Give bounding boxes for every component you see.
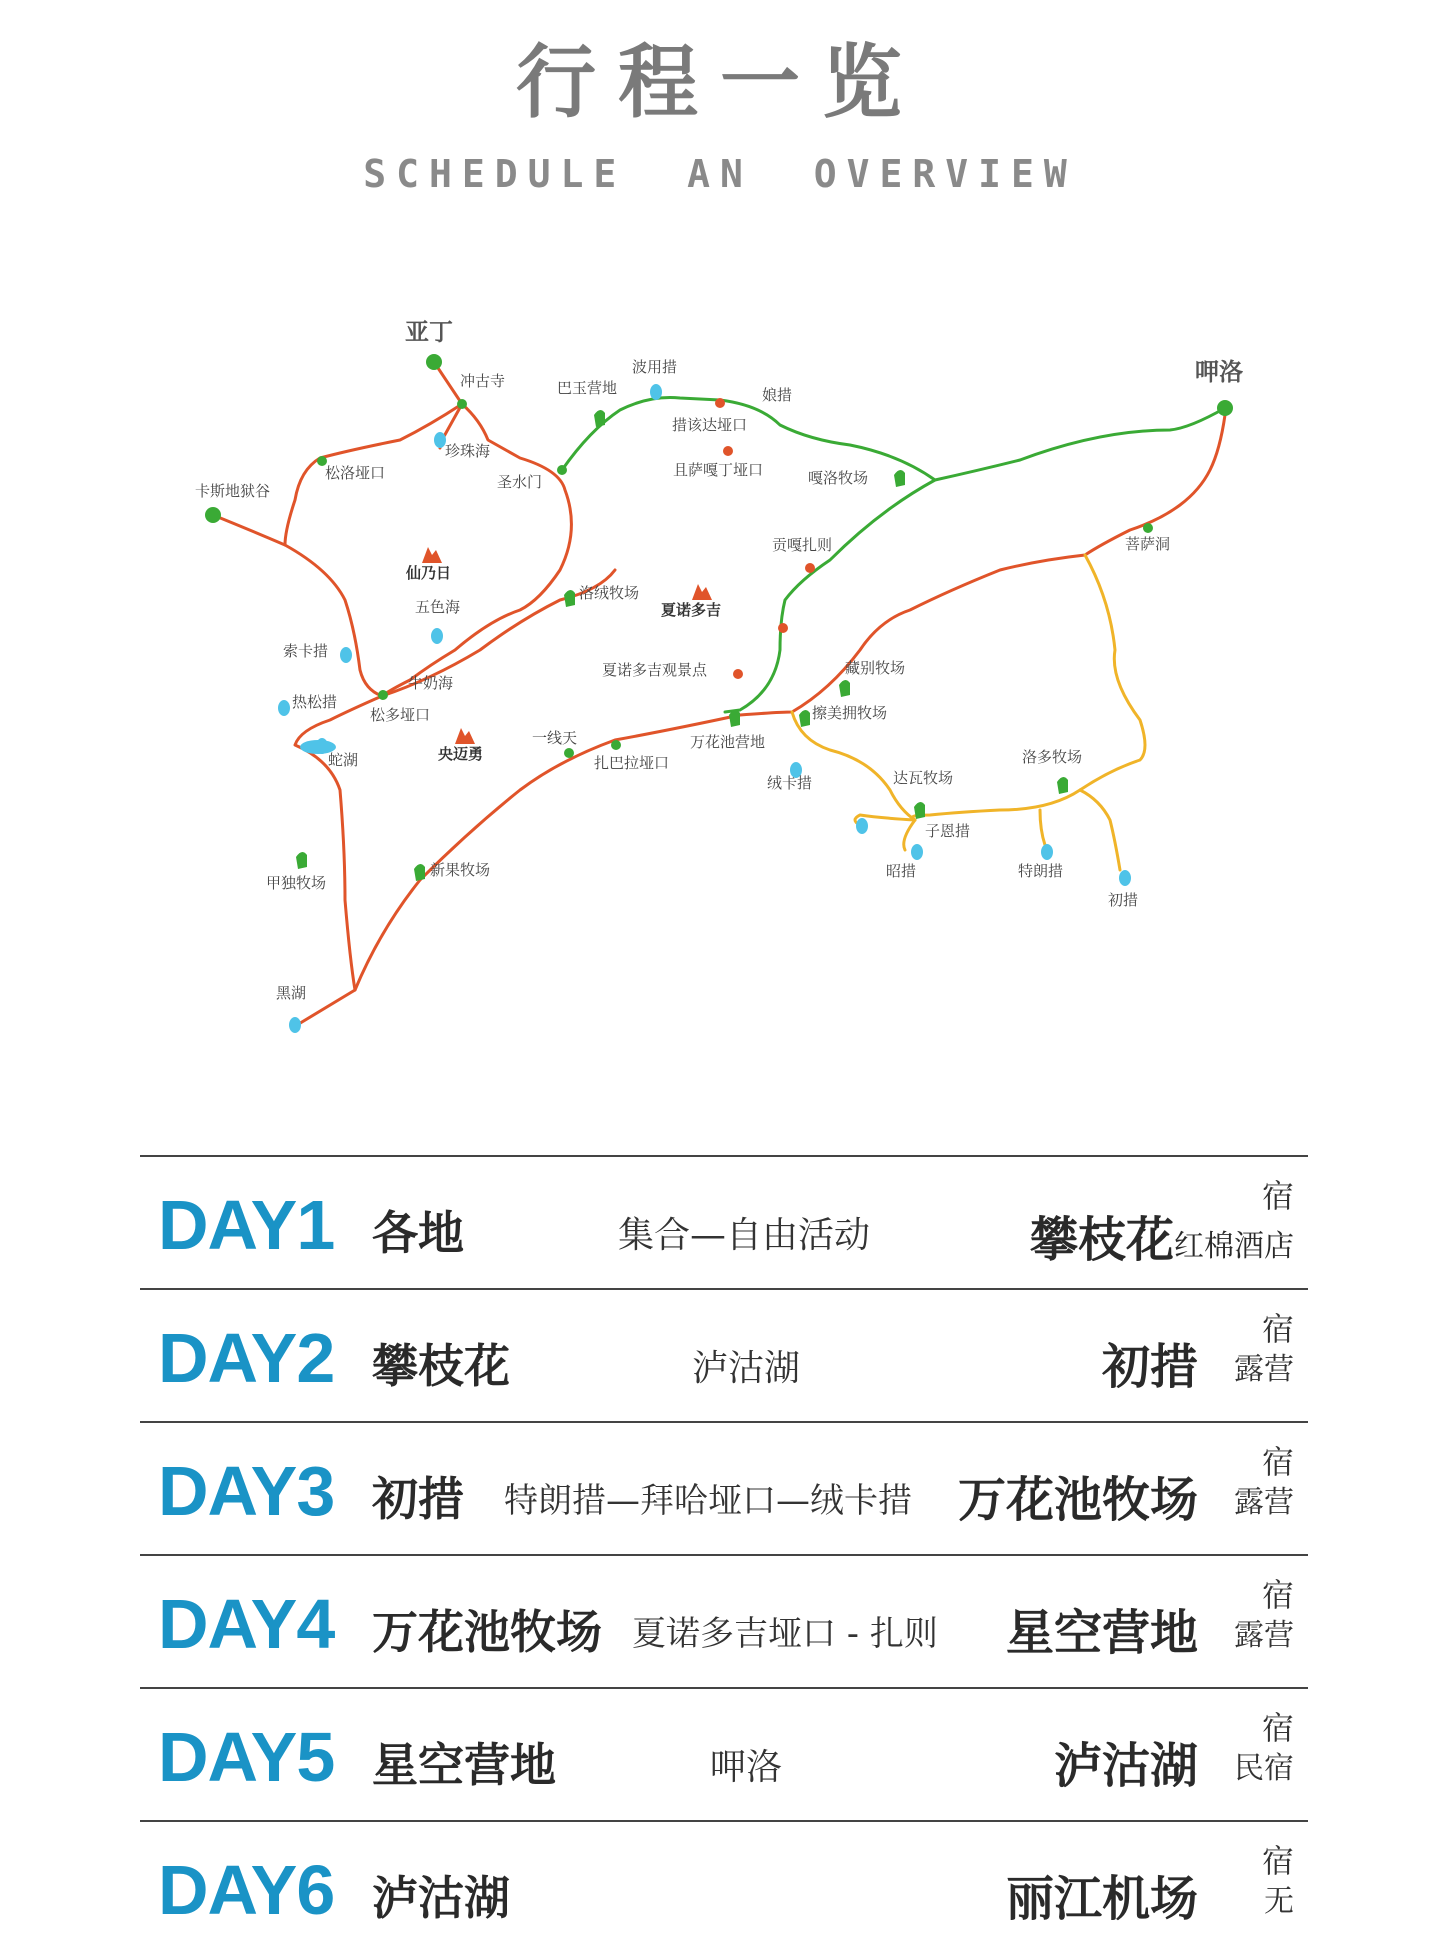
map-label-qiesagadingyakou: 且萨嘎丁垭口 <box>673 461 764 479</box>
map-label-niangcuo: 娘措 <box>762 386 793 404</box>
pasture-icon-1 <box>894 470 905 487</box>
route-green-north <box>562 398 1225 481</box>
map-label-gonggazhaze: 贡嘎扎则 <box>772 536 833 554</box>
map-label-chonggusi: 冲古寺 <box>460 372 506 390</box>
lake-icon-4 <box>278 700 290 716</box>
mountain-icon-1 <box>692 584 712 600</box>
pasture-icon-9 <box>414 864 425 881</box>
schedule-row-day2 <box>140 1288 1308 1421</box>
stay-label: 宿 <box>1261 1709 1294 1747</box>
day-destination: 万花池牧场 <box>957 1472 1198 1528</box>
stay-type: 民宿 <box>1234 1751 1294 1786</box>
stay-label: 宿 <box>1261 1576 1294 1614</box>
waypoint-dot-5 <box>611 740 621 750</box>
day-route: 呷洛 <box>710 1747 783 1788</box>
page-title: 行程一览 <box>516 36 924 129</box>
day-destination: 星空营地 <box>1005 1605 1198 1661</box>
map-label-hulo: 呷洛 <box>1195 358 1243 386</box>
map-label-zhabalayakou: 扎巴拉垭口 <box>594 754 670 772</box>
day-label: DAY5 <box>158 1718 335 1796</box>
map-label-yading: 亚丁 <box>405 318 453 346</box>
stay-label: 宿 <box>1261 1842 1294 1880</box>
pass-dot-4 <box>733 669 743 679</box>
pass-dot-2 <box>805 563 815 573</box>
route-yellow-south-2 <box>1080 790 1120 870</box>
day-destination <box>1030 1201 1294 1270</box>
stay-label: 宿 <box>1261 1443 1294 1481</box>
map-label-camei: 擦美拥牧场 <box>812 704 888 722</box>
map-label-luoduomuchang: 洛多牧场 <box>1022 748 1083 766</box>
lake-icon-7 <box>911 844 923 860</box>
route-orange-yading-chonggu <box>382 362 571 696</box>
map-label-zhenzhuhai: 珍珠海 <box>445 442 491 460</box>
map-label-xianuoduojiguanjing: 夏诺多吉观景点 <box>602 661 708 679</box>
map-label-jiadumuchang: 甲独牧场 <box>266 874 327 892</box>
mountain-icon-2 <box>455 728 475 744</box>
day-label: DAY2 <box>158 1319 335 1397</box>
day-label: DAY6 <box>158 1851 335 1929</box>
page-subtitle: SCHEDULE AN OVERVIEW <box>363 152 1077 196</box>
route-green-south <box>725 480 935 712</box>
day-label: DAY3 <box>158 1452 335 1530</box>
pasture-icon-8 <box>296 852 307 869</box>
pasture-icon-3 <box>839 680 850 697</box>
day-destination: 初措 <box>1101 1339 1198 1395</box>
stay-type: 露营 <box>1234 1352 1294 1387</box>
map-label-yixiantian: 一线天 <box>532 729 578 747</box>
destination-name: 攀枝花 <box>1029 1212 1174 1268</box>
stay-label: 宿 <box>1261 1177 1294 1215</box>
day-origin: 各地 <box>372 1206 464 1260</box>
map-label-heihu: 黑湖 <box>276 984 307 1002</box>
pasture-icon-2 <box>564 590 575 607</box>
stay-type: 露营 <box>1234 1485 1294 1520</box>
schedule-row-day6 <box>140 1820 1308 1953</box>
map-label-xinguomuchang: 新果牧场 <box>430 861 491 879</box>
pasture-icon-0 <box>594 410 605 427</box>
schedule-row-day3 <box>140 1421 1308 1554</box>
endpoint-hulo-marker <box>1217 400 1233 416</box>
map-label-dawamuchang: 达瓦牧场 <box>893 769 954 787</box>
schedule-row-day1 <box>140 1155 1308 1288</box>
day-origin: 攀枝花 <box>372 1339 510 1393</box>
day-route: 集合—自由活动 <box>618 1215 871 1256</box>
route-orange-wide <box>355 415 1225 990</box>
schedule-row-day4 <box>140 1554 1308 1687</box>
lake-icon-3 <box>340 647 352 663</box>
lake-icon-10 <box>289 1017 301 1033</box>
map-label-boyongcuo: 波用措 <box>632 358 678 376</box>
day-label: DAY4 <box>158 1585 335 1663</box>
stay-type: 露营 <box>1234 1618 1294 1653</box>
map-label-kasidi: 卡斯地狱谷 <box>195 482 271 500</box>
map-label-pusadong: 菩萨洞 <box>1125 535 1171 553</box>
day-route: 泸沽湖 <box>692 1348 801 1389</box>
map-label-songluoyakou: 松洛垭口 <box>325 464 386 482</box>
map-label-bayuyingdi: 巴玉营地 <box>557 379 618 397</box>
map-label-telangcuo: 特朗措 <box>1018 862 1064 880</box>
waypoint-dot-0 <box>457 399 467 409</box>
pasture-icon-6 <box>914 802 925 819</box>
stay-label: 宿 <box>1261 1310 1294 1348</box>
day-destination: 泸沽湖 <box>1053 1738 1198 1794</box>
map-label-shengshuimen: 圣水门 <box>497 473 543 491</box>
pass-dot-3 <box>778 623 788 633</box>
map-label-ziencuo: 子恩措 <box>925 822 971 840</box>
pasture-icon-7 <box>1057 777 1068 794</box>
stay-type: 无 <box>1264 1884 1294 1919</box>
map-label-cuogaidayakou: 措该达垭口 <box>672 416 748 434</box>
map-label-resongcuo: 热松措 <box>292 693 338 711</box>
map-label-galuomuchang: 嘎洛牧场 <box>808 469 869 487</box>
day-route: 特朗措—拜哈垭口—绒卡措 <box>504 1481 912 1521</box>
lake-icon-0 <box>650 384 662 400</box>
route-orange-kasidi <box>213 515 285 545</box>
map-label-xianuoduoji: 夏诺多吉 <box>661 601 722 619</box>
map-label-wusehai: 五色海 <box>415 598 461 616</box>
schedule-row-day5 <box>140 1687 1308 1820</box>
map-label-shehu: 蛇湖 <box>328 751 359 769</box>
endpoint-kasidi-marker <box>205 507 221 523</box>
day-origin: 泸沽湖 <box>372 1871 510 1925</box>
lake-icon-2 <box>431 628 443 644</box>
destination-hotel: 红棉酒店 <box>1174 1229 1294 1264</box>
pasture-icon-4 <box>799 710 810 727</box>
map-label-zangbiemuchang: 藏别牧场 <box>845 659 906 677</box>
waypoint-dot-6 <box>1143 523 1153 533</box>
map-label-suokacuo: 索卡措 <box>283 642 329 660</box>
schedule-table <box>140 1155 1308 1953</box>
map-label-zhaocuo: 昭措 <box>886 862 917 880</box>
pass-dot-1 <box>723 446 733 456</box>
day-origin: 初措 <box>372 1472 464 1526</box>
map-label-songduoyakou: 松多垭口 <box>370 706 431 724</box>
map-label-yangmaiyong: 央迈勇 <box>438 745 484 763</box>
waypoint-dot-3 <box>378 690 388 700</box>
day-label: DAY1 <box>158 1186 335 1264</box>
route-yellow-south-1 <box>1040 810 1045 845</box>
lake-icon-9 <box>1119 870 1131 886</box>
waypoint-dot-4 <box>564 748 574 758</box>
map-label-xiannairi: 仙乃日 <box>406 564 452 582</box>
mountain-icon-0 <box>422 547 442 563</box>
endpoint-yading-marker <box>426 354 442 370</box>
waypoint-dot-2 <box>557 465 567 475</box>
pass-dot-0 <box>715 398 725 408</box>
day-destination: 丽江机场 <box>1005 1871 1198 1927</box>
day-origin: 星空营地 <box>372 1738 556 1792</box>
map-label-luorongmuchang: 洛绒牧场 <box>579 584 640 602</box>
map-label-chucuo: 初措 <box>1108 891 1139 909</box>
day-origin: 万花池牧场 <box>372 1605 602 1659</box>
lake-icon-8 <box>1041 844 1053 860</box>
map-label-niunaihai: 牛奶海 <box>408 674 454 692</box>
route-map <box>0 300 1440 1060</box>
map-label-rongkacuo: 绒卡措 <box>767 774 813 792</box>
day-route: 夏诺多吉垭口 - 扎则 <box>632 1614 938 1654</box>
lake-icon-11 <box>856 818 868 834</box>
map-label-wanhuachi: 万花池营地 <box>690 733 766 751</box>
